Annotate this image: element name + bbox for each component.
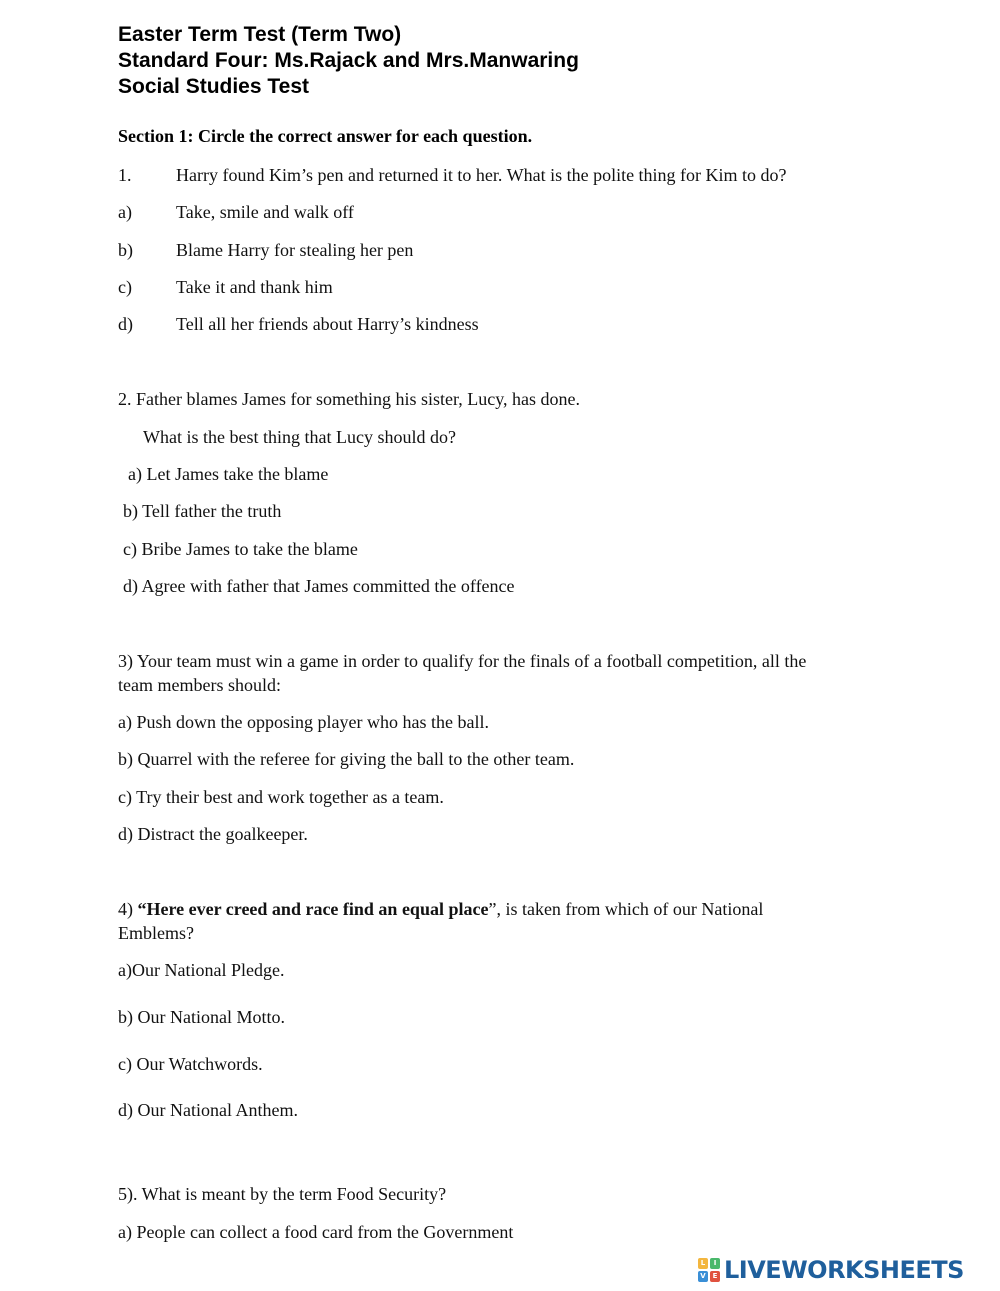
question-1-option-b-label: b) [118,240,133,260]
question-4-option-c[interactable]: c) Our Watchwords. [118,1054,263,1074]
question-2-text: 2. Father blames James for something his sister, Lucy, has done. [118,389,581,409]
question-4-option-a[interactable]: a)Our National Pledge. [118,960,285,980]
question-3-option-d[interactable]: d) Distract the goalkeeper. [118,824,308,844]
question-1-option-b[interactable]: Blame Harry for stealing her pen [176,240,414,260]
question-3-option-c[interactable]: c) Try their best and work together as a team. [118,787,444,807]
question-4-text-line-2: Emblems? [118,923,194,943]
question-4-text-line-1 [118,897,763,921]
question-4-option-b[interactable]: b) Our National Motto. [118,1007,285,1027]
question-2-option-a[interactable]: a) Let James take the blame [128,464,329,484]
question-3-option-a[interactable]: a) Push down the opposing player who has the ball. [118,712,489,732]
liveworksheets-logo [698,1256,964,1284]
question-4-prefix: 4) [118,899,138,919]
question-3-option-b[interactable]: b) Quarrel with the referee for giving the ball to the other team. [118,749,575,769]
class-and-teachers: Standard Four: Ms.Rajack and Mrs.Manwaring [118,49,579,72]
question-4-quote: “Here ever creed and race find an equal place [137,899,489,919]
question-1-text: Harry found Kim’s pen and returned it to her. What is the polite thing for Kim to do? [176,165,787,185]
section-1-instructions: Section 1: Circle the correct answer for each question. [118,126,533,146]
question-4-suffix: ”, is taken from which of our National [488,899,764,919]
question-2-option-b[interactable]: b) Tell father the truth [123,501,282,521]
logo-tile-l: L [698,1258,708,1269]
question-5-option-a[interactable]: a) People can collect a food card from the Government [118,1222,514,1242]
test-title: Easter Term Test (Term Two) [118,23,402,46]
question-2-option-c[interactable]: c) Bribe James to take the blame [123,539,358,559]
question-1-option-c[interactable]: Take it and thank him [176,277,333,297]
liveworksheets-logo-icon [698,1258,720,1282]
subject-title: Social Studies Test [118,75,309,98]
question-1-option-d-label: d) [118,314,133,334]
liveworksheets-logo-text: LIVEWORKSHEETS [724,1256,964,1284]
question-4-option-d[interactable]: d) Our National Anthem. [118,1100,298,1120]
logo-tile-v: V [698,1271,708,1282]
question-1-option-a[interactable]: Take, smile and walk off [176,202,354,222]
question-3-text-line-2: team members should: [118,675,281,695]
question-1-number: 1. [118,165,132,185]
logo-tile-i: I [710,1258,720,1269]
question-1-option-a-label: a) [118,202,132,222]
question-1-option-d[interactable]: Tell all her friends about Harry’s kindness [176,314,479,334]
question-5-text: 5). What is meant by the term Food Security? [118,1184,447,1204]
question-2-prompt: What is the best thing that Lucy should do? [143,427,456,447]
logo-tile-e: E [710,1271,720,1282]
question-2-option-d[interactable]: d) Agree with father that James committed the offence [123,576,515,596]
question-3-text-line-1: 3) Your team must win a game in order to qualify for the finals of a football competition, all the [118,651,807,671]
question-1-option-c-label: c) [118,277,132,297]
